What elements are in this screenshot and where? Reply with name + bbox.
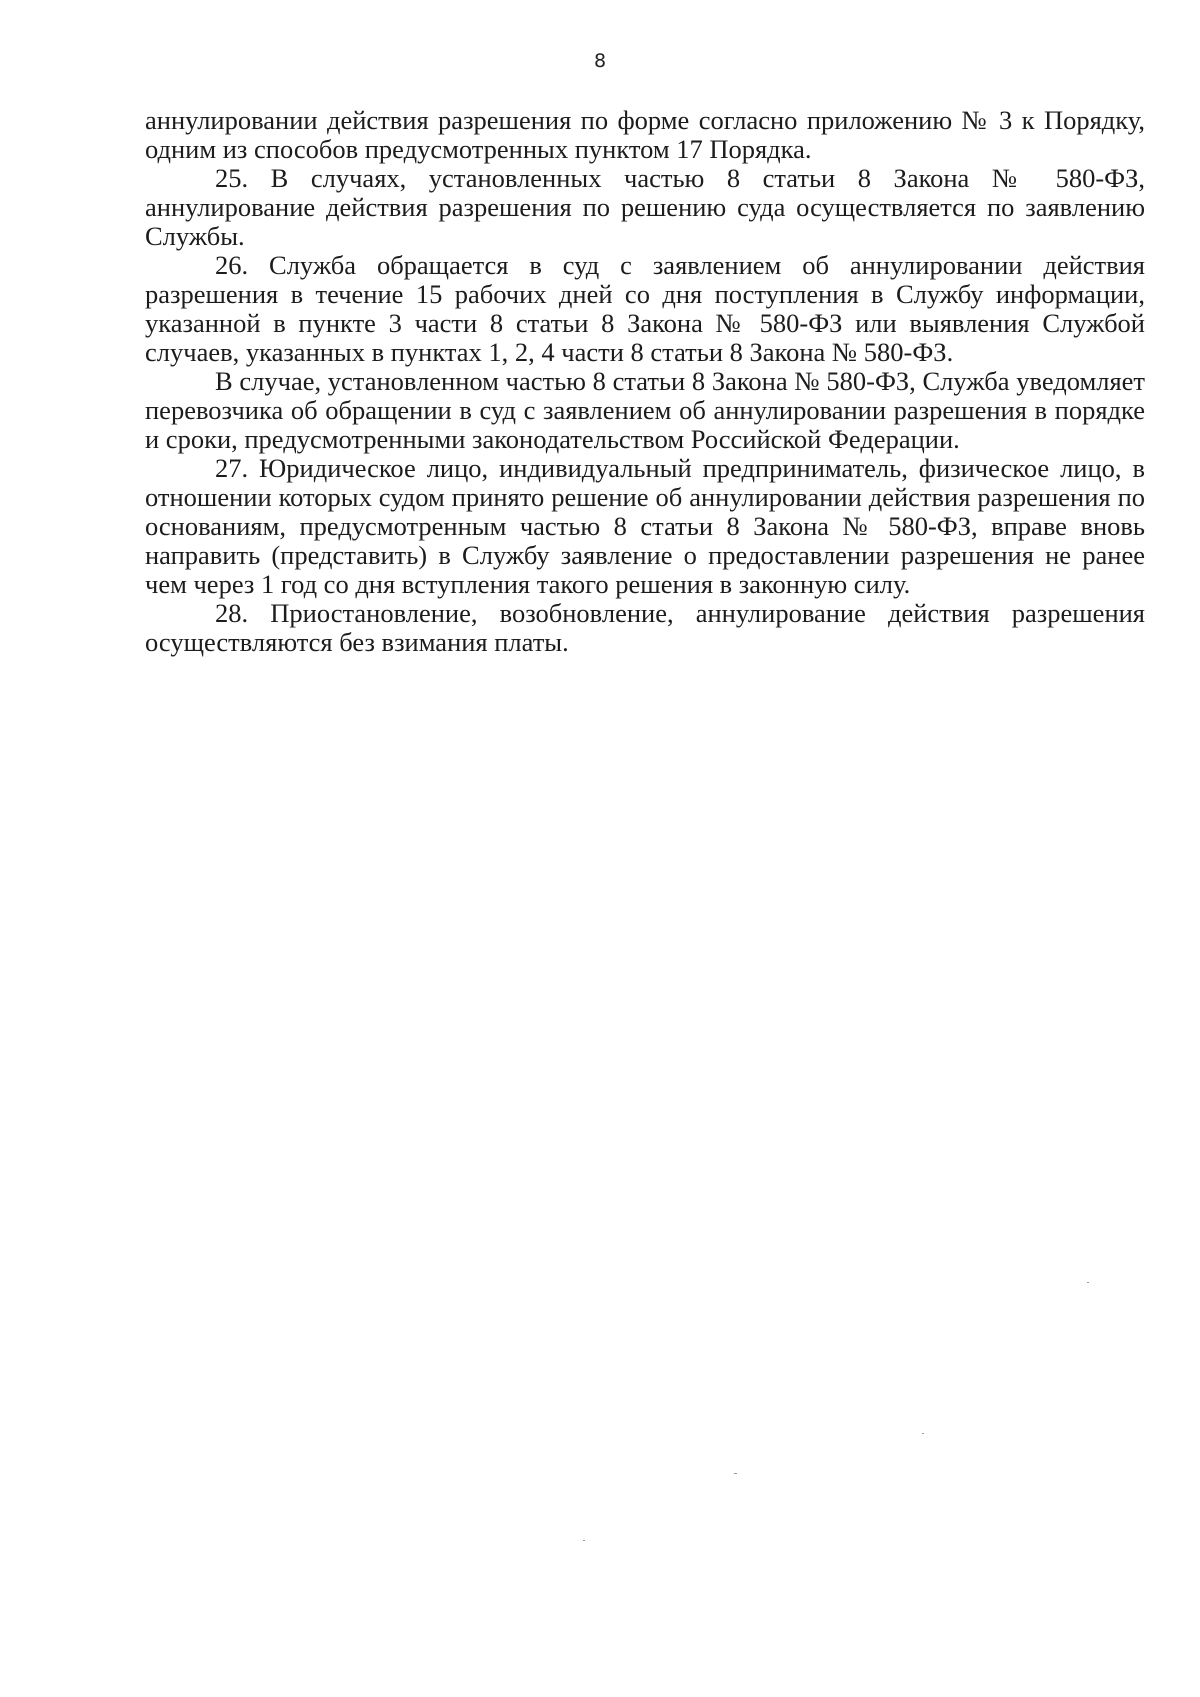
scan-speck bbox=[1087, 1282, 1089, 1283]
paragraph-25: 25. В случаях, установленных частью 8 статьи 8 Закона № 580-ФЗ, аннулирование действия разрешения по решению суда осуществляется по заявлению Службы. bbox=[145, 163, 1145, 251]
paragraph-27: 27. Юридическое лицо, индивидуальный предприниматель, физическое лицо, в отношении которых судом принято решение об аннулировании действия разрешения по основаниям, предусмотренным частью 8 статьи 8 Закона № 580-ФЗ, вправе вновь направить (представить) в Службу заявление о предоставлении разрешения не ранее чем через 1 год со дня вступления такого решения в законную силу. bbox=[145, 453, 1145, 599]
scan-speck bbox=[734, 1473, 737, 1474]
page-number: 8 bbox=[593, 50, 607, 72]
paragraph-continuation: аннулировании действия разрешения по форме согласно приложению № 3 к Порядку, одним из способов предусмотренных пунктом 17 Порядка. bbox=[145, 105, 1145, 164]
scan-speck bbox=[922, 1433, 924, 1434]
paragraph-26-notice: В случае, установленном частью 8 статьи 8 Закона № 580-ФЗ, Служба уведомляет перевозчика об обращении в суд с заявлением об аннулировании разрешения в порядке и сроки, предусмотренными законодательством Российской Федерации. bbox=[145, 366, 1145, 454]
paragraph-28: 28. Приостановление, возобновление, аннулирование действия разрешения осуществляются без взимания платы. bbox=[145, 598, 1145, 657]
scan-speck bbox=[583, 1540, 585, 1541]
paragraph-26: 26. Служба обращается в суд с заявлением об аннулировании действия разрешения в течение 15 рабочих дней со дня поступления в Службу информации, указанной в пункте 3 части 8 статьи 8 Закона № 580-ФЗ или выявления Службой случаев, указанных в пунктах 1, 2, 4 части 8 статьи 8 Закона № 580-ФЗ. bbox=[145, 250, 1145, 367]
document-body bbox=[145, 106, 1145, 657]
